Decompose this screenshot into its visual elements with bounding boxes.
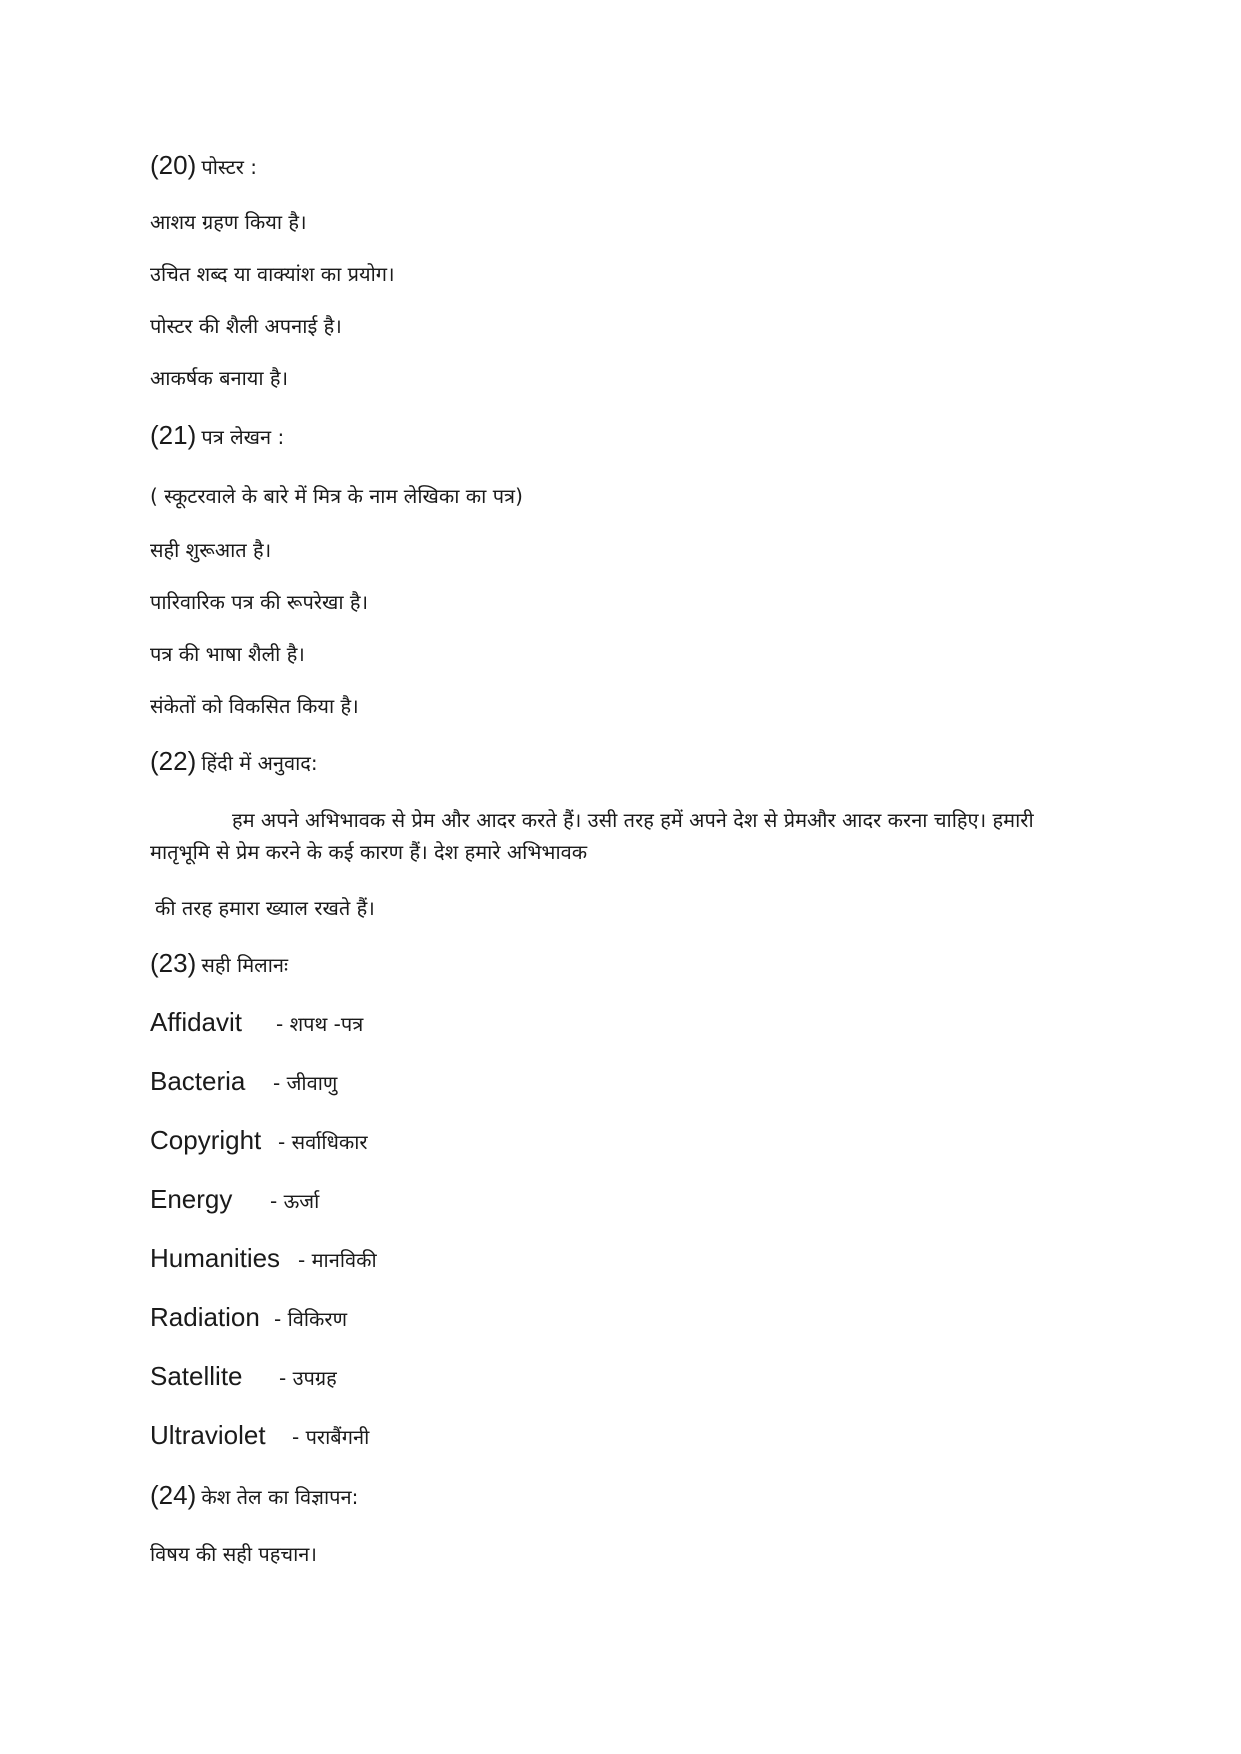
section-23-heading — [150, 948, 288, 979]
hindi-term: - विकिरण — [274, 1307, 348, 1331]
match-pair-satellite — [150, 1361, 337, 1392]
section-20-point-2: उचित शब्द या वाक्यांश का प्रयोग। — [150, 262, 395, 286]
section-number: (22) — [150, 746, 197, 776]
english-term: Affidavit — [150, 1007, 243, 1037]
english-term: Humanities — [150, 1243, 281, 1273]
section-24-heading — [150, 1480, 358, 1511]
section-21-heading — [150, 420, 284, 451]
section-title: हिंदी में अनुवाद: — [201, 751, 318, 775]
hindi-term: - उपग्रह — [279, 1366, 337, 1390]
hindi-term: - जीवाणु — [273, 1071, 338, 1095]
section-title: सही मिलानः — [201, 953, 289, 977]
hindi-term: - शपथ -पत्र — [276, 1012, 364, 1036]
section-number: (23) — [150, 948, 197, 978]
section-20-point-3: पोस्टर की शैली अपनाई है। — [150, 314, 342, 338]
english-term: Ultraviolet — [150, 1420, 266, 1450]
english-term: Energy — [150, 1184, 233, 1214]
match-pair-bacteria — [150, 1066, 337, 1097]
section-20-heading — [150, 150, 257, 181]
section-title: पत्र लेखन : — [201, 425, 285, 449]
english-term: Satellite — [150, 1361, 243, 1391]
section-21-note: ( स्कूटरवाले के बारे में मित्र के नाम लेखिका का पत्र) — [150, 484, 523, 508]
section-title: केश तेल का विज्ञापन: — [201, 1485, 359, 1509]
hindi-term: - मानविकी — [298, 1248, 377, 1272]
section-title: पोस्टर : — [201, 155, 258, 179]
match-pair-copyright — [150, 1125, 368, 1156]
section-22-heading — [150, 746, 318, 777]
section-number: (20) — [150, 150, 197, 180]
section-number: (21) — [150, 420, 197, 450]
section-20-point-4: आकर्षक बनाया है। — [150, 366, 289, 390]
hindi-term: - ऊर्जा — [270, 1189, 320, 1213]
section-21-point-4: संकेतों को विकसित किया है। — [150, 694, 359, 718]
match-pair-affidavit — [150, 1007, 363, 1038]
section-number: (24) — [150, 1480, 197, 1510]
match-pair-energy — [150, 1184, 319, 1215]
section-20-point-1: आशय ग्रहण किया है। — [150, 210, 307, 234]
match-pair-ultraviolet — [150, 1420, 369, 1451]
translation-line-3: की तरह हमारा ख्याल रखते हैं। — [155, 896, 375, 920]
match-pair-radiation — [150, 1302, 347, 1333]
hindi-term: - सर्वाधिकार — [278, 1130, 368, 1154]
translation-line-2: मातृभूमि से प्रेम करने के कई कारण हैं। देश हमारे अभिभावक — [150, 840, 588, 864]
english-term: Copyright — [150, 1125, 262, 1155]
english-term: Radiation — [150, 1302, 260, 1332]
translation-line-1: हम अपने अभिभावक से प्रेम और आदर करते हैं। उसी तरह हमें अपने देश से प्रेमऔर आदर करना चाहिए। हमारी — [232, 808, 1034, 832]
section-21-point-1: सही शुरूआत है। — [150, 538, 272, 562]
english-term: Bacteria — [150, 1066, 246, 1096]
section-24-point-1: विषय की सही पहचान। — [150, 1542, 317, 1566]
hindi-term: - पराबैंगनी — [292, 1425, 370, 1449]
section-21-point-2: पारिवारिक पत्र की रूपरेखा है। — [150, 590, 369, 614]
match-pair-humanities — [150, 1243, 377, 1274]
section-21-point-3: पत्र की भाषा शैली है। — [150, 642, 305, 666]
